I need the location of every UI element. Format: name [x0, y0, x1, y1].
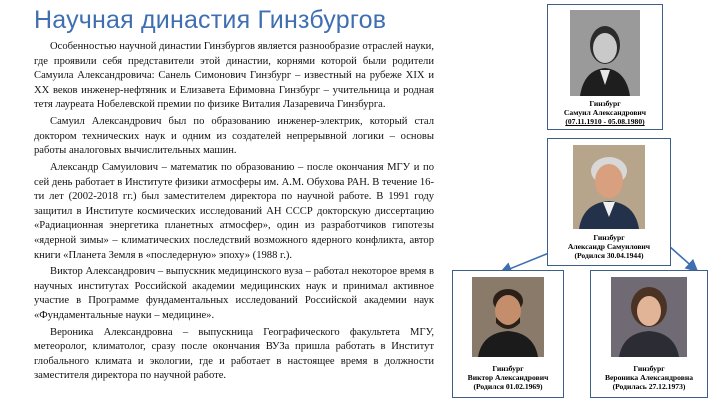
viktor-surname: Гинзбург [492, 364, 524, 373]
samuil-surname: Гинзбург [589, 99, 621, 108]
viktor-name: Виктор Александрович [467, 373, 549, 383]
page-title: Научная династия Гинзбургов [34, 6, 387, 34]
paragraph-veronika: Вероника Александровна – выпускница Географического факультета МГУ, метеоролог, климатолог, сразу после окончания ВУЗа пришла работать в Институт глобального климата и экологии, где и работает в настоящее время в должности заместителя директора по научной работе. [34, 326, 434, 382]
paragraph-alexander: Александр Самуилович – математик по образованию – после окончания МГУ и по сей день работает в Институте физики атмосферы им. А.М. Обухова РАН. В течение 16-ти лет (2002-2018 гг.) был заместителем директора по научной работе. В 1991 году защитил в Институте космических исследований АН СССР докторскую диссертацию «Радиационная энергетика планетных атмосфер», один из разработчиков гипотезы «ядерной зимы» – климатических последствий возможного ядерного конфликта, автор книги «Планета Земля в «последерную» эпоху» (1988 г.). [34, 161, 434, 261]
card-veronika [590, 270, 708, 398]
portrait-veronika-photo [611, 277, 687, 357]
card-samuil [547, 4, 663, 130]
viktor-dates: (Родился 01.02.1969) [473, 382, 543, 392]
portrait-viktor-photo [472, 277, 544, 357]
paragraph-viktor: Виктор Александрович – выпускник медицинского вуза – работал некоторое время в научных институтах Российской академии медицинских наук и принимал активное участие в Программе фундаментальных исследований Российской академии наук «Фундаментальные науки – медицине». [34, 266, 434, 321]
veronika-dates: (Родилась 27.12.1973) [612, 382, 686, 392]
samuil-name: Самуил Александрович [563, 108, 647, 118]
caption-veronika [593, 364, 705, 392]
samuil-dates: (07.11.1910 - 05.08.1980) [565, 117, 645, 127]
paragraph-samuil: Самуил Александрович был по образованию инженер-электрик, который стал доктором технических наук и одним из создателей непрерывной логики – основы работы аналоговых вычислительных машин. [34, 116, 434, 157]
alexander-dates: (Родился 30.04.1944) [574, 251, 644, 261]
portrait-samuil-photo [570, 10, 640, 96]
veronika-name: Вероника Александровна [604, 373, 694, 383]
veronika-surname: Гинзбург [633, 364, 665, 373]
alexander-name: Александр Самуилович [567, 242, 651, 252]
card-alexander [547, 138, 671, 266]
portrait-alexander-photo [573, 145, 645, 229]
caption-samuil [550, 99, 660, 127]
card-viktor [452, 270, 564, 398]
alexander-surname: Гинзбург [593, 233, 625, 242]
caption-viktor [455, 364, 561, 392]
paragraph-origins: Особенностью научной династии Гинзбургов является разнообразие отраслей науки, где проявили себя представители этой династии, корнями которой были родители Самуила Александровича: Санель Симонович Гинзбург – известный на рубеже XIX и XX веков инженер-нефтяник и Елизавета Ефимовна Гинзбург – учительница и родная тетя лауреата Нобелевской премии по физике Виталия Лазаревича Гинзбурга. [34, 41, 434, 111]
caption-alexander [550, 233, 668, 261]
